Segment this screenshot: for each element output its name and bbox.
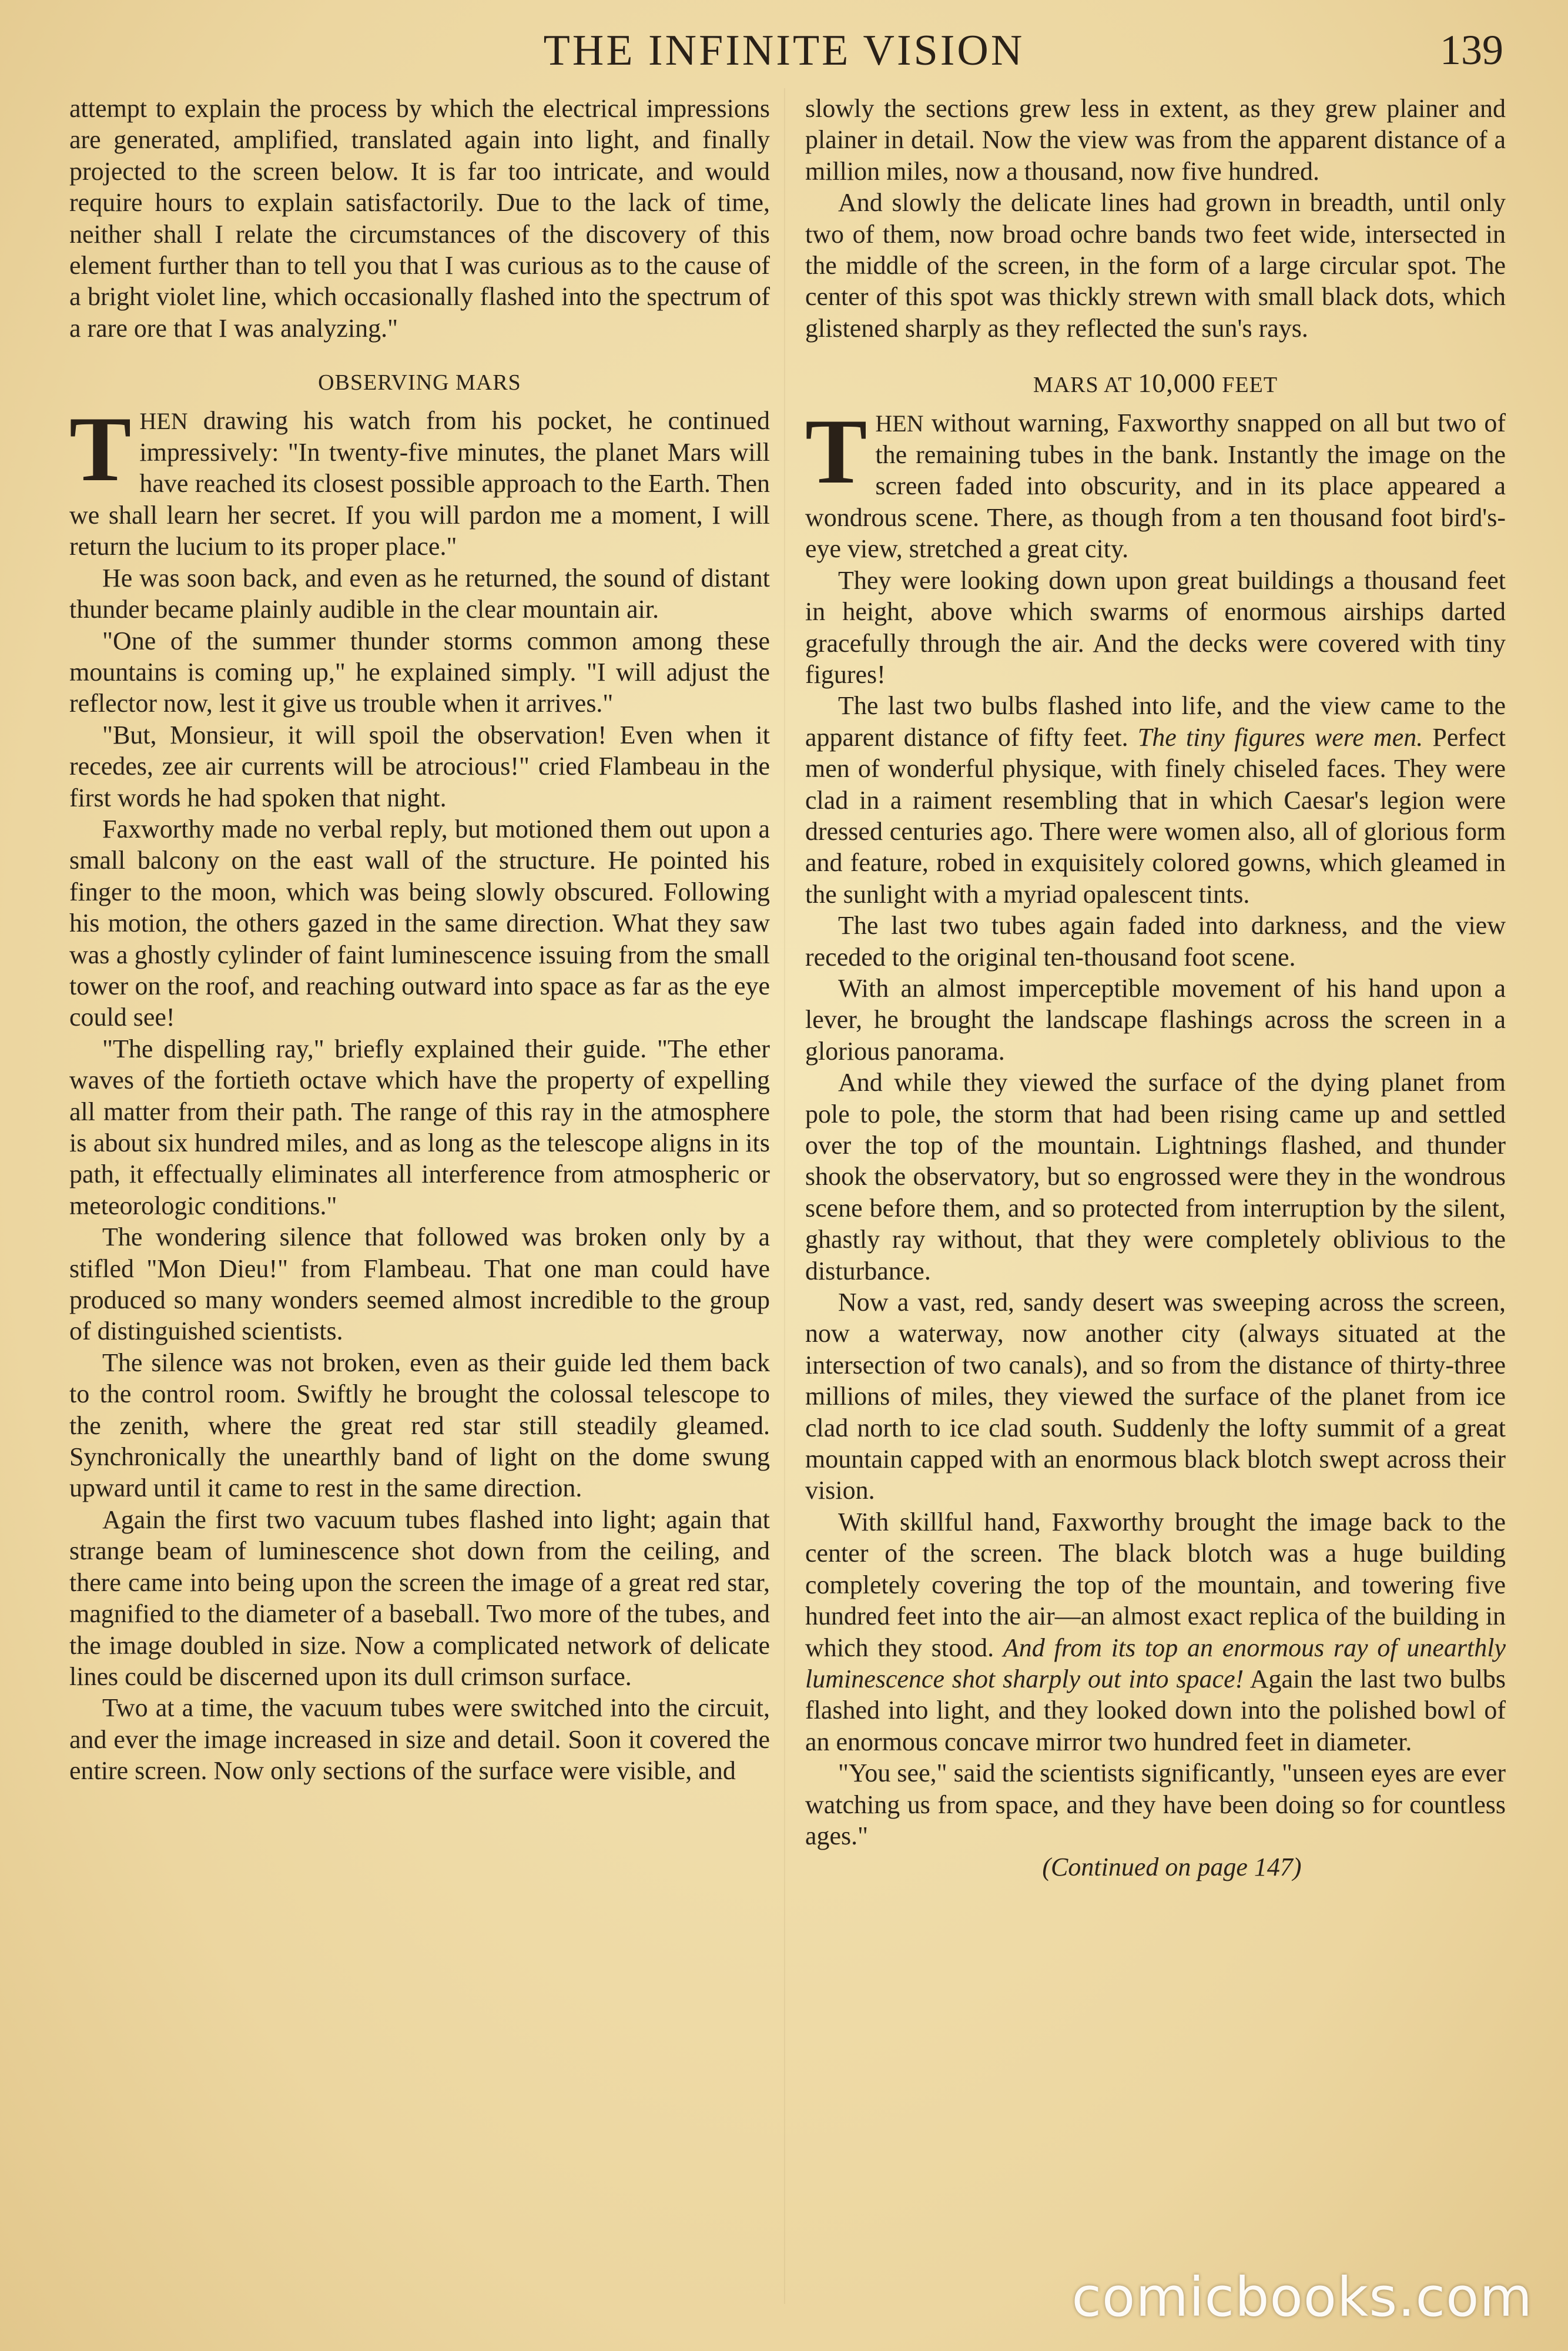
paragraph: And slowly the delicate lines had grown in breadth, until only two of them, now broad ochre bands two feet wide, intersected in the middle of the screen, in the form of a large circular spot. The center of this spot was thickly strewn with small black dots, which glistened sharply as they reflected the sun's rays.	[805, 188, 1506, 343]
paragraph: "One of the summer thunder storms common among these mountains is coming up," he explained simply. "I will adjust the reflector now, lest it give us trouble when it arrives."	[69, 626, 770, 718]
small-caps-lead: HEN	[875, 410, 924, 437]
paragraph: The silence was not broken, even as their guide led them back to the control room. Swiftly he brought the colossal telescope to the zenith, where the great red star still steadily gleamed. Synchronically the unearthly band of light on the dome swung upward until it came to rest in the same direction.	[69, 1348, 770, 1503]
paragraph: With an almost imperceptible movement of his hand upon a lever, he brought the landscape flashings across the screen in a glorious panorama.	[805, 973, 1506, 1066]
paragraph: "You see," said the scientists significantly, "unseen eyes are ever watching us from space, and they have been doing so for countless ages."	[805, 1759, 1506, 1850]
paragraph: Two at a time, the vacuum tubes were switched into the circuit, and ever the image increased in size and detail. Soon it covered the entire screen. Now only sections of the surface were visible, and	[69, 1693, 770, 1786]
watermark-logo: comicbooks.com	[1071, 2266, 1533, 2329]
paragraph-text: drawing his watch from his pocket, he continued impressively: "In twenty-five minutes, the planet Mars will have reached its closest possible approach to the Earth. Then we shall learn her secret. If you will pardon me a moment, I will return the lucium to its proper place."	[69, 406, 770, 561]
paragraph-text: With skillful hand, Faxworthy brought the image back to the center of the screen. The black blotch was a huge building completely covering the top of the mountain, and towering five hundred feet into the air—an almost exact replica of the building in which they stood.	[805, 1507, 1506, 1662]
running-head: THE INFINITE VISION	[543, 26, 1025, 75]
paragraph	[805, 690, 1506, 910]
paragraph: They were looking down upon great buildings a thousand feet in height, above which swarms of enormous airships darted gracefully through the air. And the decks were covered with tiny figures!	[805, 565, 1506, 689]
paragraph: "The dispelling ray," briefly explained their guide. "The ether waves of the fortieth octave which have the property of expelling all matter from their path. The range of this ray in the atmosphere is about six hundred miles, and as long as the telescope aligns in its path, it effectually eliminates all interference from atmospheric or meteorologic conditions."	[69, 1034, 770, 1220]
paragraph-dropcap	[69, 397, 770, 562]
paragraph-text: Again the last two bulbs flashed into light, and they looked down into the polished bowl of an enormous concave mirror two hundred feet in diameter.	[805, 1664, 1506, 1756]
paragraph-text: Perfect men of wonderful physique, with finely chiseled faces. They were clad in a raiment resembling that in which Caesar's legion were dressed centuries ago. There were women also, all of glorious form and feature, robed in exquisitely colored gowns, which gleamed in the sunlight with a myriad opalescent tints.	[805, 722, 1506, 909]
paragraph: And while they viewed the surface of the dying planet from pole to pole, the storm that had been rising came up and settled over the top of the mountain. Lightnings flashed, and thunder shook the observatory, but so engrossed were they in the wondrous scene before them, and so protected from interruption by the silent, ghastly ray without, that they were completely oblivious to the disturbance.	[805, 1068, 1506, 1285]
paragraph: Now a vast, red, sandy desert was sweeping across the screen, now a waterway, now another city (always situated at the intersection of two canals), and so from the distance of thirty-three millions of miles, they viewed the surface of the planet from ice clad north to ice clad south. Suddenly the lofty summit of a great mountain capped with an enormous black blotch swept across their vision.	[805, 1288, 1506, 1505]
paragraph	[805, 1506, 1506, 1757]
section-heading	[805, 367, 1506, 401]
continued-note: (Continued on page 147)	[1042, 1853, 1302, 1882]
column-gutter	[784, 88, 785, 2304]
paragraph-text: The last two bulbs flashed into life, and the view came to the apparent distance of fifty feet.	[805, 691, 1506, 752]
italic-text: And from its top an enormous ray of unearthly luminescence shot sharply out into space!	[805, 1633, 1506, 1693]
paragraph: "But, Monsieur, it will spoil the observation! Even when it recedes, zee air currents will be atrocious!" cried Flambeau in the first words he had spoken that night.	[69, 720, 770, 812]
paragraph: The last two tubes again faded into darkness, and the view receded to the original ten-thousand foot scene.	[805, 911, 1506, 972]
paragraph-dropcap	[805, 400, 1506, 565]
right-column	[805, 93, 1506, 1883]
drop-cap: T	[69, 397, 132, 501]
paragraph: Faxworthy made no verbal reply, but motioned them out upon a small balcony on the east wall of the structure. He pointed his finger to the moon, which was being slowly obscured. Following his motion, the others gazed in the same direction. What they saw was a ghostly cylinder of faint luminescence issuing from the small tower on the roof, and reaching outward into space as far as the eye could see!	[69, 814, 770, 1032]
page-number: 139	[1440, 26, 1503, 73]
italic-text: The tiny figures were men.	[1137, 722, 1423, 752]
heading-part: FEET	[1222, 373, 1278, 398]
drop-cap: T	[805, 400, 867, 503]
heading-part: MARS AT	[1033, 373, 1132, 398]
small-caps-lead: HEN	[139, 407, 188, 434]
paragraph: slowly the sections grew less in extent, as they grew plainer and plainer in detail. Now the view was from the apparent distance of a million miles, now a thousand, now five hundred.	[805, 94, 1506, 186]
paragraph: He was soon back, and even as he returned, the sound of distant thunder became plainly audible in the clear mountain air.	[69, 563, 770, 624]
left-column	[69, 93, 770, 1787]
section-heading: OBSERVING MARS	[318, 370, 521, 396]
paragraph: attempt to explain the process by which the electrical impressions are generated, amplified, translated again into light, and finally projected to the screen below. It is far too intricate, and would require hours to explain satisfactorily. Due to the lack of time, neither shall I relate the circumstances of the discovery of this element further than to tell you that I was curious as to the cause of a bright violet line, which occasionally flashed into the spectrum of a rare ore that I was analyzing."	[69, 94, 770, 343]
page-header	[65, 26, 1503, 91]
paragraph: Again the first two vacuum tubes flashed into light; again that strange beam of luminescence shot down from the ceiling, and there came into being upon the screen the image of a great red star, magnified to the diameter of a baseball. Two more of the tubes, and the image doubled in size. Now a complicated network of delicate lines could be discerned upon its dull crimson surface.	[69, 1505, 770, 1691]
heading-number: 10,000	[1138, 368, 1216, 398]
paragraph: The wondering silence that followed was broken only by a stifled "Mon Dieu!" from Flambeau. That one man could have produced so many wonders seemed almost incredible to the group of distinguished scientists.	[69, 1223, 770, 1346]
paragraph-text: without warning, Faxworthy snapped on all but two of the remaining tubes in the bank. Instantly the image on the screen faded into obscurity, and in its place appeared a wondrous scene. There, as though from a ten thousand foot bird's-eye view, stretched a great city.	[805, 408, 1506, 564]
